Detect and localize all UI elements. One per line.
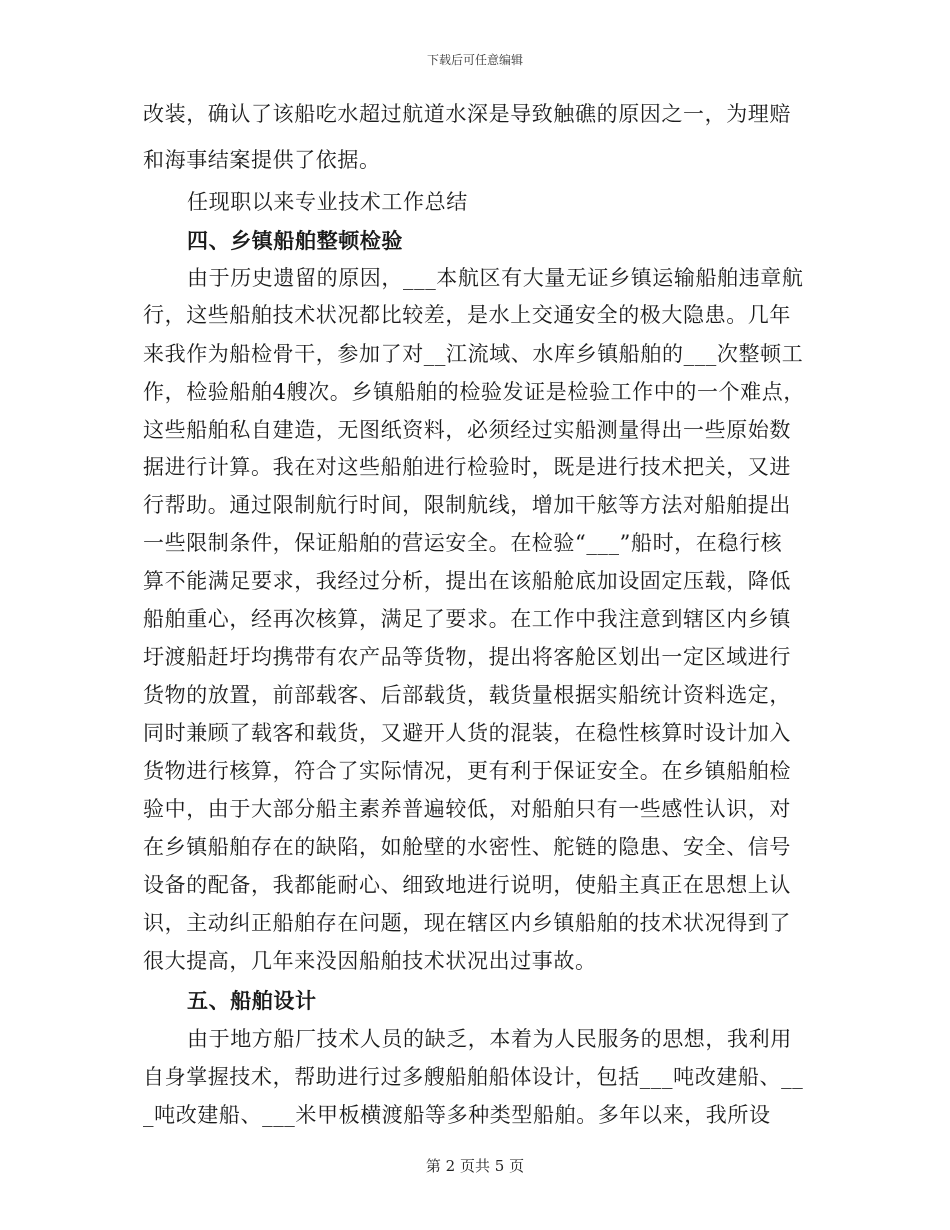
body-line: 验中，由于大部分船主素养普遍较低，对船舶只有一些感性认识，对 (143, 797, 791, 821)
body-line: 在乡镇船舶存在的缺陷，如舱壁的水密性、舵链的隐患、安全、信号 (143, 835, 791, 859)
body-line: 自身掌握技术，帮助进行过多艘船舶船体设计，包括___吨改建船、__ (143, 1065, 804, 1089)
page-footer: 第 2 页共 5 页 (425, 1157, 525, 1175)
body-line: _吨改建船、___米甲板横渡船等多种类型船舶。多年以来，我所设 (143, 1103, 771, 1127)
body-line: 行帮助。通过限制航行时间，限制航线，增加干舷等方法对船舶提出 (143, 493, 791, 517)
page-header: 下载后可任意编辑 (426, 53, 523, 67)
body-line: 设备的配备，我都能耐心、细致地进行说明，使船主真正在思想上认 (143, 873, 791, 897)
body-line: 据进行计算。我在对这些船舶进行检验时，既是进行技术把关，又进 (143, 455, 791, 479)
body-line: 来我作为船检骨干，参加了对__江流域、水库乡镇船舶的___次整顿工 (143, 342, 804, 366)
body-line: 算不能满足要求，我经过分析，提出在该船舱底加设固定压载，降低 (143, 569, 791, 593)
body-line: 船舶重心，经再次核算，满足了要求。在工作中我注意到辖区内乡镇 (143, 607, 791, 631)
body-line: 由于地方船厂技术人员的缺乏，本着为人民服务的思想，我利用 (187, 1027, 792, 1051)
body-line: 行，这些船舶技术状况都比较差，是水上交通安全的极大隐患。几年 (143, 303, 791, 327)
body-line: 一些限制条件，保证船舶的营运安全。在检验“___”船时，在稳行核 (143, 531, 783, 555)
section-heading: 五、船舶设计 (187, 988, 317, 1013)
body-line: 由于历史遗留的原因，___本航区有大量无证乡镇运输船舶违章航 (187, 266, 804, 290)
body-line: 作，检验船舶4艘次。乡镇船舶的检验发证是检验工作中的一个难点， (143, 380, 805, 404)
body-line: 识，主动纠正船舶存在问题，现在辖区内乡镇船舶的技术状况得到了 (143, 911, 791, 935)
body-line: 很大提高，几年来没因船舶技术状况出过事故。 (143, 949, 597, 973)
body-line: 货物进行核算，符合了实际情况，更有利于保证安全。在乡镇船舶检 (143, 759, 791, 783)
body-line: 改装，确认了该船吃水超过航道水深是导致触礁的原因之一，为理赔 (143, 102, 791, 126)
body-line: 任现职以来专业技术工作总结 (187, 190, 468, 214)
body-line: 同时兼顾了载客和载货，又避开人货的混装，在稳性核算时设计加入 (143, 721, 791, 745)
body-line: 货物的放置，前部载客、后部载货，载货量根据实船统计资料选定， (143, 683, 791, 707)
section-heading: 四、乡镇船舶整顿检验 (187, 228, 403, 253)
body-line: 和海事结案提供了依据。 (143, 148, 381, 172)
body-line: 圩渡船赶圩均携带有农产品等货物，提出将客舱区划出一定区域进行 (143, 645, 791, 669)
body-line: 这些船舶私自建造，无图纸资料，必须经过实船测量得出一些原始数 (143, 418, 791, 442)
